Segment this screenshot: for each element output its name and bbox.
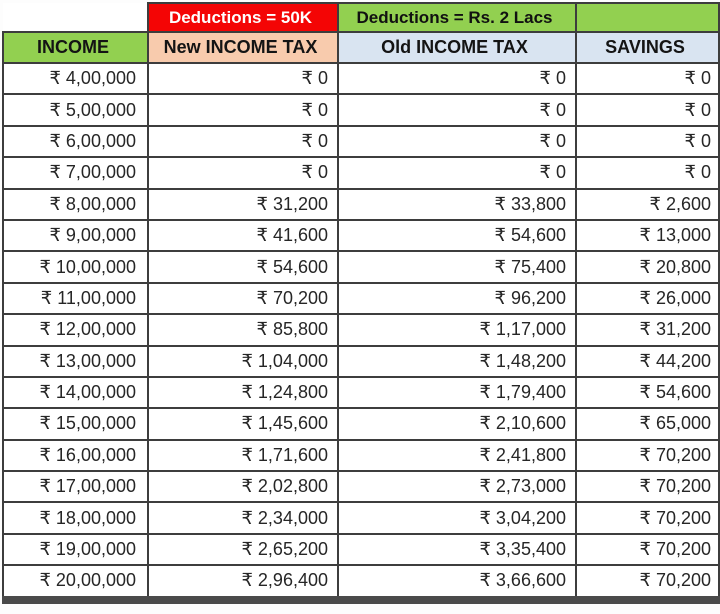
table-cell: ₹ 2,34,000: [148, 502, 338, 533]
table-row: [3, 471, 719, 502]
table-cell: ₹ 1,17,000: [338, 314, 576, 345]
table-cell: ₹ 26,000: [576, 283, 719, 314]
table-cell: ₹ 70,200: [148, 283, 338, 314]
table-cell: ₹ 15,00,000: [3, 408, 148, 439]
table-body: [3, 63, 719, 600]
table-cell: ₹ 0: [338, 94, 576, 125]
table-cell: ₹ 0: [338, 157, 576, 188]
table-cell: ₹ 11,00,000: [3, 283, 148, 314]
table-cell: ₹ 33,800: [338, 189, 576, 220]
table-cell: ₹ 0: [338, 126, 576, 157]
column-header-savings: SAVINGS: [576, 32, 719, 63]
column-header-row: [3, 32, 719, 63]
table-cell: ₹ 70,200: [576, 471, 719, 502]
deductions-banner-row: [3, 3, 719, 32]
table-row: [3, 502, 719, 533]
table-cell: ₹ 0: [576, 157, 719, 188]
table-cell: ₹ 2,65,200: [148, 534, 338, 565]
table-cell: ₹ 70,200: [576, 534, 719, 565]
table-cell: ₹ 2,600: [576, 189, 719, 220]
banner-new-regime-deductions: Deductions = 50K: [148, 3, 338, 32]
table-cell: ₹ 17,00,000: [3, 471, 148, 502]
table-cell: ₹ 0: [576, 126, 719, 157]
table-cell: ₹ 2,41,800: [338, 440, 576, 471]
table-row: [3, 408, 719, 439]
table-cell: ₹ 65,000: [576, 408, 719, 439]
table-cell: ₹ 0: [148, 126, 338, 157]
table-cell: ₹ 0: [148, 94, 338, 125]
table-cell: ₹ 1,48,200: [338, 346, 576, 377]
column-header-old-income-tax: Old INCOME TAX: [338, 32, 576, 63]
table-cell: ₹ 1,04,000: [148, 346, 338, 377]
income-tax-comparison-table: [2, 2, 720, 604]
table-cell: ₹ 20,00,000: [3, 565, 148, 599]
table-cell: ₹ 1,24,800: [148, 377, 338, 408]
table-cell: ₹ 70,200: [576, 440, 719, 471]
table-cell: ₹ 14,00,000: [3, 377, 148, 408]
table-row: [3, 251, 719, 282]
table-cell: ₹ 16,00,000: [3, 440, 148, 471]
table-cell: ₹ 1,79,400: [338, 377, 576, 408]
table-cell: ₹ 96,200: [338, 283, 576, 314]
table-cell: ₹ 10,00,000: [3, 251, 148, 282]
table-row: [3, 534, 719, 565]
table-cell: ₹ 5,00,000: [3, 94, 148, 125]
table-cell: ₹ 3,35,400: [338, 534, 576, 565]
table-cell: ₹ 0: [338, 63, 576, 94]
table-cell: ₹ 9,00,000: [3, 220, 148, 251]
table-row: [3, 440, 719, 471]
table-cell: ₹ 0: [148, 63, 338, 94]
table-cell: ₹ 1,45,600: [148, 408, 338, 439]
column-header-income: INCOME: [3, 32, 148, 63]
table-cell: ₹ 2,10,600: [338, 408, 576, 439]
table-cell: ₹ 31,200: [148, 189, 338, 220]
table-cell: ₹ 54,600: [338, 220, 576, 251]
table-row: [3, 346, 719, 377]
table-cell: ₹ 3,04,200: [338, 502, 576, 533]
banner-blank-green-cell: [576, 3, 719, 32]
table-cell: ₹ 20,800: [576, 251, 719, 282]
table-cell: ₹ 41,600: [148, 220, 338, 251]
table-cell: ₹ 31,200: [576, 314, 719, 345]
table-cell: ₹ 13,000: [576, 220, 719, 251]
table-cell: ₹ 70,200: [576, 565, 719, 599]
table-cell: ₹ 4,00,000: [3, 63, 148, 94]
table-cell: ₹ 2,02,800: [148, 471, 338, 502]
table-row: [3, 189, 719, 220]
table-cell: ₹ 75,400: [338, 251, 576, 282]
column-header-new-income-tax: New INCOME TAX: [148, 32, 338, 63]
table-row: [3, 314, 719, 345]
table-cell: ₹ 0: [576, 63, 719, 94]
banner-old-regime-deductions: Deductions = Rs. 2 Lacs: [338, 3, 576, 32]
table-cell: ₹ 2,73,000: [338, 471, 576, 502]
table-row: [3, 377, 719, 408]
table-row: [3, 283, 719, 314]
table-row: [3, 220, 719, 251]
table-cell: ₹ 54,600: [576, 377, 719, 408]
table-row: [3, 94, 719, 125]
table-cell: ₹ 8,00,000: [3, 189, 148, 220]
banner-blank-cell: [3, 3, 148, 32]
table-cell: ₹ 1,71,600: [148, 440, 338, 471]
table-cell: ₹ 70,200: [576, 502, 719, 533]
table-cell: ₹ 2,96,400: [148, 565, 338, 599]
table-cell: ₹ 44,200: [576, 346, 719, 377]
table-row: [3, 63, 719, 94]
table-cell: ₹ 85,800: [148, 314, 338, 345]
table-cell: ₹ 54,600: [148, 251, 338, 282]
table-cell: ₹ 12,00,000: [3, 314, 148, 345]
table-cell: ₹ 0: [148, 157, 338, 188]
table-row: [3, 565, 719, 599]
table-row: [3, 157, 719, 188]
table-cell: ₹ 0: [576, 94, 719, 125]
table-cell: ₹ 13,00,000: [3, 346, 148, 377]
table-row: [3, 126, 719, 157]
table-cell: ₹ 6,00,000: [3, 126, 148, 157]
table-cell: ₹ 7,00,000: [3, 157, 148, 188]
table-cell: ₹ 3,66,600: [338, 565, 576, 599]
table-cell: ₹ 18,00,000: [3, 502, 148, 533]
table-cell: ₹ 19,00,000: [3, 534, 148, 565]
